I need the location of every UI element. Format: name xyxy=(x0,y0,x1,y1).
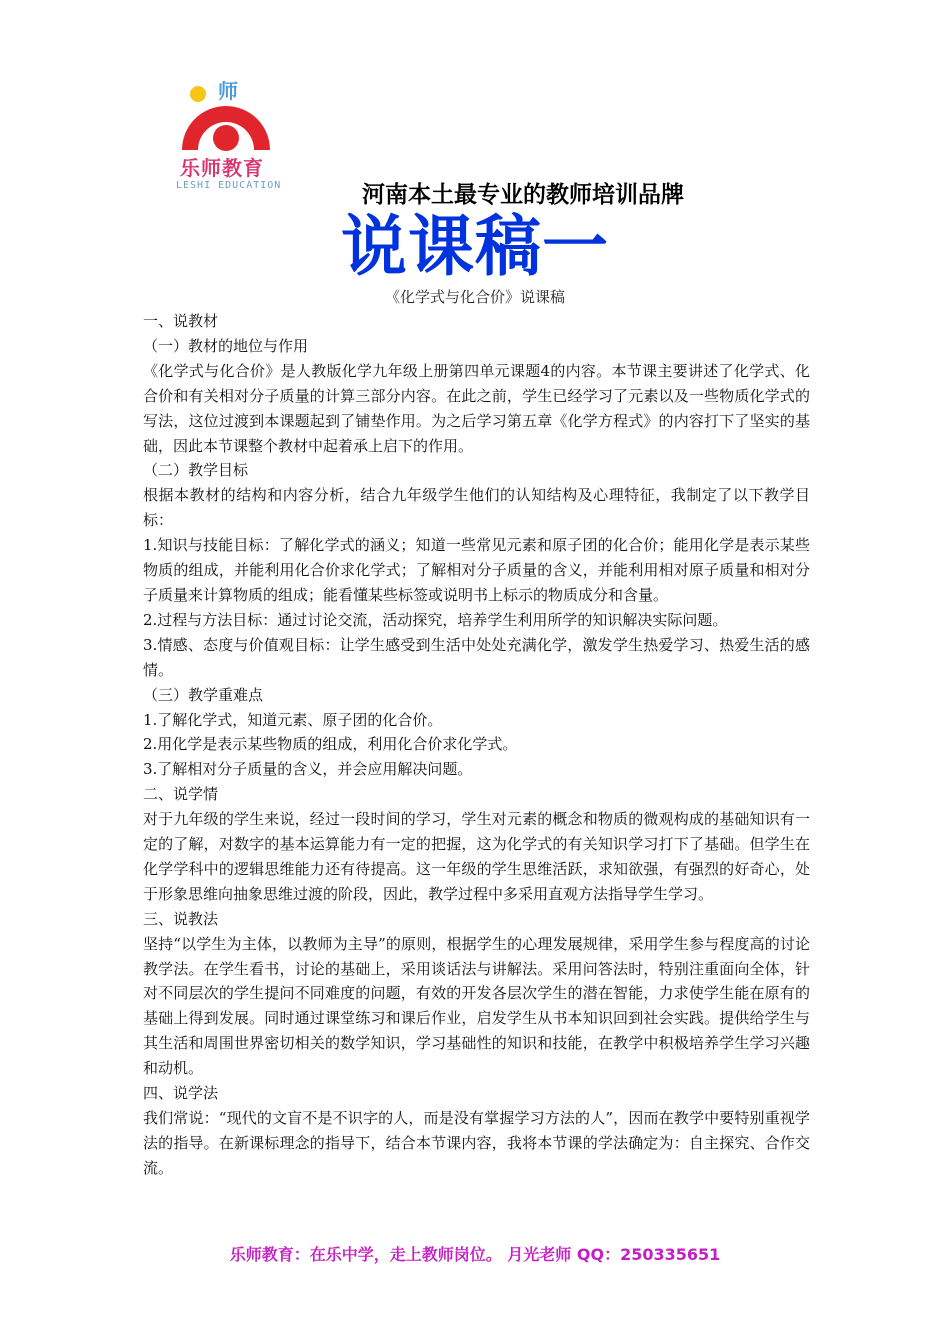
logo-glyph: 师 xyxy=(218,79,238,103)
logo-head xyxy=(213,125,239,151)
list-item: 2.用化学是表示某些物质的组成，利用化合价求化学式。 xyxy=(143,735,518,754)
subsection-heading: （一）教材的地位与作用 xyxy=(143,336,309,355)
list-item: 3.了解相对分子质量的含义，并会应用解决问题。 xyxy=(143,760,473,779)
subsection-heading: （二）教学目标 xyxy=(143,461,249,480)
logo-subtext: LESHI EDUCATION xyxy=(176,180,282,191)
page-title: 说课稿一 xyxy=(341,208,609,285)
section-heading: 三、说教法 xyxy=(143,909,219,928)
subsection-heading: （三）教学重难点 xyxy=(143,685,264,704)
list-item: 3.情感、态度与价值观目标：让学生感受到生活中处处充满化学，激发学生热爱学习、热爱生活的感情。 xyxy=(143,635,810,679)
paragraph: 对于九年级的学生来说，经过一段时间的学习，学生对元素的概念和物质的微观构成的基础知识有一定的了解，对数字的基本运算能力有一定的把握，这为化学式的有关知识学习打下了基础。但学生在化学学科中的逻辑思维能力还有待提高。这一年级的学生思维活跃，求知欲强，有强烈的好奇心，处于形象思维向抽象思维过渡的阶段，因此，教学过程中多采用直观方法指导学生学习。 xyxy=(143,810,810,903)
list-item: 1.了解化学式，知道元素、原子团的化合价。 xyxy=(143,710,443,729)
logo-dot xyxy=(190,86,206,102)
logo-text: 乐师教育 xyxy=(180,156,264,180)
section-heading: 二、说学情 xyxy=(143,785,219,804)
list-item: 2.过程与方法目标：通过讨论交流，活动探究，培养学生利用所学的知识解决实际问题。 xyxy=(143,610,728,629)
paragraph: 我们常说：“现代的文盲不是不识字的人，而是没有掌握学习方法的人”，因而在教学中要特别重视学法的指导。在新课标理念的指导下，结合本节课内容，我将本节课的学法确定为：自主探究、合作交流。 xyxy=(143,1109,810,1177)
paragraph: 根据本教材的结构和内容分析，结合九年级学生他们的认知结构及心理特征，我制定了以下教学目标： xyxy=(143,486,810,530)
document-subtitle: 《化学式与化合价》说课稿 xyxy=(384,288,565,306)
brand-slogan: 河南本土最专业的教师培训品牌 xyxy=(362,181,684,208)
paragraph: 坚持“以学生为主体，以教师为主导”的原则，根据学生的心理发展规律，采用学生参与程度高的讨论教学法。在学生看书，讨论的基础上，采用谈话法与讲解法。采用问答法时，特别注重面向全体，针对不同层次的学生提问不同难度的问题，有效的开发各层次学生的潜在智能，力求使学生能在原有的基础上得到发展。同时通过课堂练习和课后作业，启发学生从书本知识回到社会实践。提供给学生与其生活和周围世界密切相关的数学知识，学习基础性的知识和技能，在教学中积极培养学生学习兴趣和动机。 xyxy=(143,934,810,1078)
section-heading: 一、说教材 xyxy=(143,312,219,330)
section-heading: 四、说学法 xyxy=(143,1084,219,1103)
list-item: 1.知识与技能目标：了解化学式的涵义；知道一些常见元素和原子团的化合价；能用化学是表示某些物质的组成，并能利用化合价求化学式；了解相对分子质量的含义，并能利用相对原子质量和相对分子质量来计算物质的组成；能看懂某些标签或说明书上标示的物质成分和含量。 xyxy=(143,536,810,604)
document-body xyxy=(143,309,810,1181)
paragraph: 《化学式与化合价》是人教版化学九年级上册第四单元课题4的内容。本节课主要讲述了化学式、化合价和有关相对分子质量的计算三部分内容。在此之前，学生已经学习了元素以及一些物质化学式的写法，这位过渡到本课题起到了铺垫作用。为之后学习第五章《化学方程式》的内容打下了坚实的基础，因此本节课整个教材中起着承上启下的作用。 xyxy=(143,361,810,455)
footer-contact: 乐师教育：在乐中学，走上教师岗位。 月光老师 QQ：250335651 xyxy=(229,1245,721,1264)
